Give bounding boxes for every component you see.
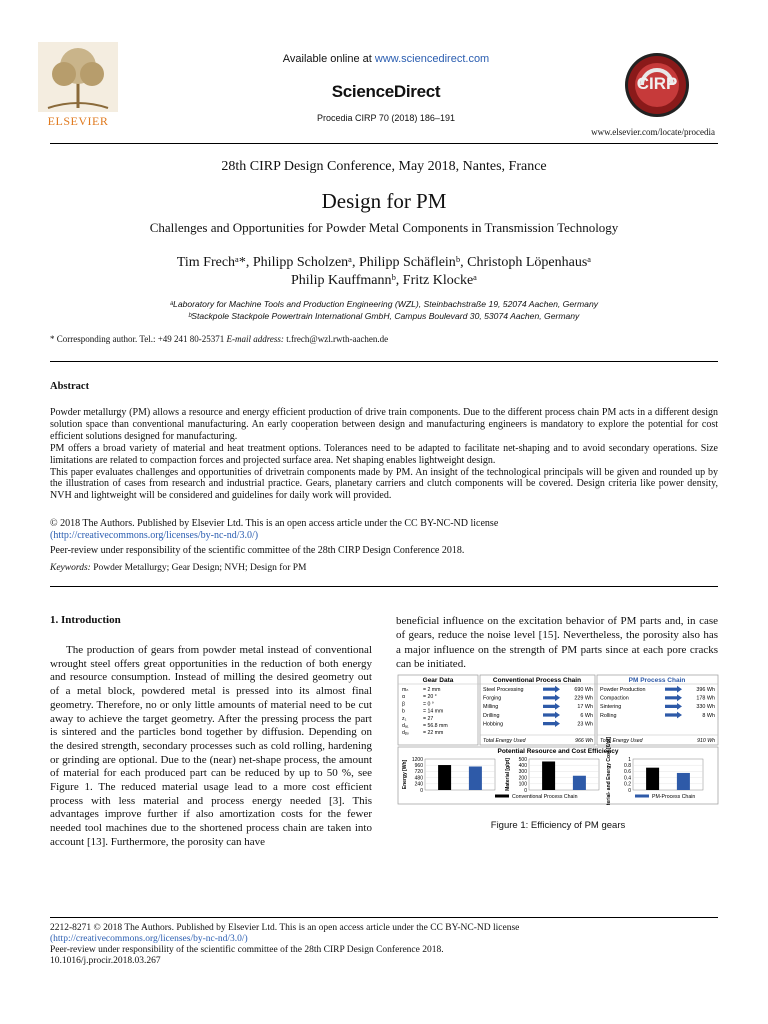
conv-step-name: Hobbing — [483, 721, 504, 728]
license-link[interactable]: (http://creativecommons.org/licenses/by-nc-nd/3.0/) — [50, 529, 259, 541]
pm-step-name: Compaction — [600, 695, 629, 702]
pm-step-value: 330 Wh — [696, 704, 715, 711]
keywords — [50, 563, 718, 573]
gear-param-symbol: dₐ₁ — [402, 723, 409, 729]
conv-step-name: Drilling — [483, 712, 500, 719]
chart-y-tick-label: 0 — [420, 787, 423, 794]
footer — [50, 923, 718, 967]
platform-name: ScienceDirect — [331, 82, 441, 101]
legend-swatch-conventional — [495, 795, 509, 798]
journal-reference: Procedia CIRP 70 (2018) 186–191 — [317, 113, 455, 123]
legend-label-conventional: Conventional Process Chain — [512, 794, 578, 800]
gear-param-symbol: mₙ — [402, 687, 409, 693]
paper-title: Design for PM — [321, 189, 447, 213]
legend-label-pm: PM-Process Chain — [652, 794, 696, 800]
chart-y-tick-label: 1 — [628, 756, 631, 763]
cirp-logo-text: CIRP — [636, 74, 678, 93]
gear-param-value: = 20 ° — [423, 694, 437, 701]
conv-step-name: Steel Processing — [483, 687, 524, 693]
elsevier-logo — [38, 42, 118, 132]
cirp-logo — [624, 52, 690, 118]
pm-step-name: Sintering — [600, 704, 622, 711]
gear-param-value: = 2 mm — [423, 687, 441, 693]
license-text: © 2018 The Authors. Published by Elsevier Ltd. This is an open access article under the CC BY-NC-ND license — [50, 518, 499, 529]
conv-step-value: 23 Wh — [577, 721, 593, 728]
conv-total-label: Total Energy Used — [483, 738, 526, 744]
gear-param-symbol: z₁ — [402, 715, 407, 722]
gear-param-symbol: β — [402, 701, 405, 708]
chart-y-tick-label: 0.4 — [624, 775, 631, 782]
pm-step-name: Rolling — [600, 712, 617, 719]
conference-name: 28th CIRP Design Conference, May 2018, Nantes, France — [221, 159, 547, 174]
chart-y-tick-label: 400 — [518, 763, 527, 769]
figure-1 — [397, 673, 719, 805]
pm-chain-title: PM Process Chain — [628, 677, 686, 684]
introduction-paragraph: The production of gears from powder metal instead of conventional wrought steel offers great opportunities in the reduction of both energy and resource consumption. Instead of milling the desired geometry out of a metal block, powdered metal is pressed into its almost final geometry. Therefore, no or only little amounts of material need to be cut away to achieve the target geometry. After the pressing process the part is sintered and the particles bond together by diffusion. Depending on the desired strength, secondary processes such as cold rolling, hardening or grinding are optional. Due to the (near) net-shape process, the amount of material for each produced part can be reduced by up to 50 %, see Figure 1. The reduced material usage lead to a more cost efficient process with less material and process energy needed [3]. This advantages improve further if also amortization costs for the fewer needed tool machines due to the shortened process chain are taken into account [13]. Furthermore, the porosity can have — [50, 644, 372, 848]
chart-bar-conventional — [542, 761, 555, 790]
abstract-body — [50, 407, 718, 502]
chart-y-axis-label: Material- and Energy Cost [€/pt] — [606, 736, 612, 805]
pm-total-label: Total Energy Used — [600, 738, 643, 744]
authors-line-1: Tim Frechᵃ*, Philipp Scholzenᵃ, Philipp Schäfleinᵇ, Christoph Löpenhausᵃ — [176, 255, 592, 270]
gear-param-symbol: b — [402, 708, 405, 715]
email-label: E-mail address: — [224, 334, 284, 344]
gear-param-value: = 27 — [423, 715, 434, 722]
footer-peer-review: Peer-review under responsibility of the scientific committee of the 28th CIRP Design Conference 2018. — [50, 945, 444, 955]
available-online-text: Available online at — [282, 53, 375, 65]
gear-param-symbol: α — [402, 694, 405, 701]
chart-y-tick-label: 0 — [628, 787, 631, 794]
abstract-heading: Abstract — [50, 381, 90, 392]
journal-url[interactable]: www.elsevier.com/locate/procedia — [591, 127, 715, 137]
sciencedirect-link[interactable]: www.sciencedirect.com — [374, 53, 490, 65]
conv-step-name: Milling — [483, 704, 499, 711]
chart-y-tick-label: 0.2 — [624, 781, 631, 788]
chart-y-tick-label: 0.6 — [624, 769, 631, 776]
chart-y-tick-label: 200 — [518, 775, 527, 782]
conv-total-value: 966 Wh — [575, 738, 593, 744]
conv-step-value: 17 Wh — [577, 704, 593, 711]
gear-param-value: = 0 ° — [423, 701, 434, 708]
chart-y-tick-label: 1200 — [411, 756, 423, 763]
chart-y-tick-label: 960 — [414, 763, 423, 769]
pm-step-name: Powder Production — [600, 687, 646, 693]
conv-step-value: 690 Wh — [574, 687, 593, 693]
peer-review-statement: Peer-review under responsibility of the scientific committee of the 28th CIRP Design Conference 2018. — [50, 545, 465, 556]
abstract-paragraph: Powder metallurgy (PM) allows a resource and energy efficient production of drive train components. Due to the different process chain PM acts in a different design solution space than conventional manufacturing. An early cooperation between design and manufacturing engineers is mandatory to explore the potential for cost efficient solutions designed for manufacturing. — [50, 407, 718, 442]
corresponding-email[interactable]: t.frech@wzl.rwth-aachen.de — [283, 334, 389, 344]
introduction-paragraph-continued: beneficial influence on the excitation behavior of PM parts and, in case of gears, reduce the noise level [15]. Nevertheless, the porosity also has a major influence on the strength of PM parts since at each pore cracks can be initiated. — [396, 615, 718, 670]
efficiency-title: Potential Resource and Cost Efficiency — [497, 748, 619, 755]
abstract-bottom-divider — [50, 586, 718, 587]
abstract-paragraph: This paper evaluates challenges and opportunities of drivetrain components made by PM. An insight of the technological principals will be given and rounded up by the illustration of cases from research and industrial practice. Gears, planetary carriers and clutch components will be covered. Design criteria like power density, NVH and lightweight will be considered and guidelines for daily work will provided. — [50, 466, 718, 502]
chart-y-tick-label: 0 — [524, 787, 527, 794]
chart-y-tick-label: 240 — [414, 781, 423, 788]
abstract-top-divider — [50, 361, 718, 362]
gear-param-value: = 22 mm — [423, 730, 444, 737]
affiliation-a: ᵃLaboratory for Machine Tools and Production Engineering (WZL), Steinbachstraße 19, 52074 Aachen, Germany — [169, 299, 599, 309]
chart-y-axis-label: Energy [Wh] — [402, 759, 408, 790]
corresponding-author — [50, 334, 718, 344]
figure-1-graphic — [397, 673, 719, 805]
chart-y-tick-label: 480 — [414, 775, 423, 782]
footer-issn-line: 2212-8271 © 2018 The Authors. Published by Elsevier Ltd. This is an open access article under the CC BY-NC-ND license — [50, 923, 520, 933]
gear-param-value: = 56.8 mm — [423, 723, 448, 729]
authors-line-2: Philip Kauffmannᵇ, Fritz Klockeᵃ — [291, 273, 477, 288]
pm-step-value: 396 Wh — [696, 687, 715, 693]
chart-y-tick-label: 100 — [518, 781, 527, 788]
footer-doi[interactable]: 10.1016/j.procir.2018.03.267 — [50, 956, 161, 966]
corresponding-phone: * Corresponding author. Tel.: +49 241 80-25371 — [50, 334, 225, 344]
footer-license-link[interactable]: (http://creativecommons.org/licenses/by-nc-nd/3.0/) — [50, 934, 248, 944]
conv-step-name: Forging — [483, 695, 502, 702]
abstract-paragraph: PM offers a broad variety of material and heat treatment options. Tolerances need to be adapted to facilitate net-shaping and to avoid secondary operations. Size limitations are related to compaction forces and projected surface area. Net shaping enables lightweight design. — [50, 442, 718, 466]
affiliation-b: ᵇStackpole Stackpole Powertrain International GmbH, Campus Boulevard 30, 53074 Aachen, Germany — [188, 311, 580, 321]
chart-bar-conventional — [438, 765, 451, 790]
pm-total-value: 910 Wh — [697, 738, 715, 744]
chart-bar-pm — [573, 776, 586, 790]
chart-bar-conventional — [646, 768, 659, 790]
conventional-chain-title: Conventional Process Chain — [492, 677, 582, 684]
gear-param-value: = 14 mm — [423, 708, 444, 715]
figure-caption: Figure 1: Efficiency of PM gears — [490, 820, 626, 831]
keywords-list: Powder Metallurgy; Gear Design; NVH; Design for PM — [90, 563, 307, 573]
paper-subtitle: Challenges and Opportunities for Powder Metal Components in Transmission Technology — [149, 220, 619, 235]
gear-param-symbol: dᵦₒ — [402, 730, 409, 737]
pm-step-value: 8 Wh — [702, 712, 715, 719]
chart-y-axis-label: Material [g/pt] — [505, 758, 511, 791]
chart-y-tick-label: 720 — [414, 769, 423, 776]
pm-step-value: 178 Wh — [696, 695, 715, 702]
footer-divider — [50, 917, 718, 918]
keywords-label: Keywords: — [50, 563, 91, 573]
legend-swatch-pm — [635, 795, 649, 798]
chart-y-tick-label: 0.8 — [624, 763, 631, 769]
chart-y-tick-label: 300 — [518, 769, 527, 776]
conv-step-value: 229 Wh — [574, 695, 593, 702]
gear-data-title: Gear Data — [422, 677, 454, 684]
license-statement — [50, 518, 718, 542]
chart-bar-pm — [469, 766, 482, 790]
chart-bar-pm — [677, 773, 690, 790]
available-online — [236, 53, 536, 65]
section-heading-introduction: 1. Introduction — [50, 614, 121, 626]
publisher-name: ELSEVIER — [47, 114, 109, 128]
conv-step-value: 6 Wh — [580, 712, 593, 719]
chart-y-tick-label: 500 — [518, 756, 527, 763]
header-divider — [50, 143, 718, 144]
